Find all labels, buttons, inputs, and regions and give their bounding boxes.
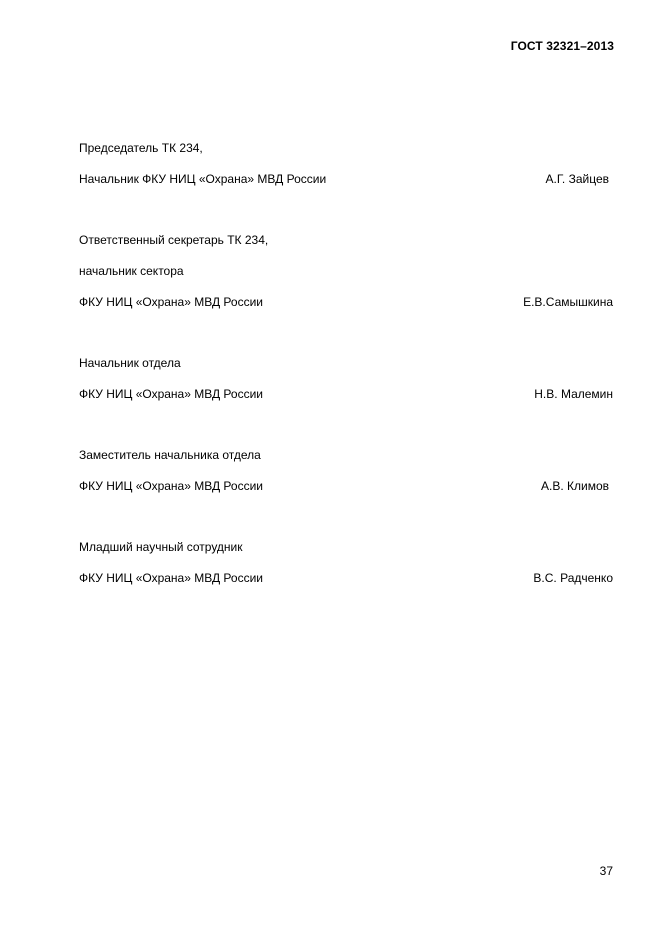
signatory-2-position-line-3: ФКУ НИЦ «Охрана» МВД России xyxy=(79,295,263,309)
signatory-3-row xyxy=(79,386,613,402)
signatory-4-name: А.В. Климов xyxy=(540,479,609,493)
signatory-3-position-line-1: Начальник отдела xyxy=(79,356,181,370)
signatory-2-row xyxy=(79,294,613,310)
signatory-1-name: А.Г. Зайцев xyxy=(545,172,609,186)
signatory-2-position-line-1: Ответственный секретарь ТК 234, xyxy=(79,233,269,247)
signatory-4-position-line-2: ФКУ НИЦ «Охрана» МВД России xyxy=(79,479,263,493)
signatory-5-position-line-2: ФКУ НИЦ «Охрана» МВД России xyxy=(79,571,263,585)
signatory-5-position-line-1: Младший научный сотрудник xyxy=(79,540,243,554)
signatory-5-row xyxy=(79,570,613,586)
document-standard-number: ГОСТ 32321–2013 xyxy=(510,39,614,53)
signatory-4-row xyxy=(79,478,613,494)
signatory-5-name: В.С. Радченко xyxy=(533,571,613,585)
signatory-3-name: Н.В. Малемин xyxy=(534,387,613,401)
signatory-2-name: Е.В.Самышкина xyxy=(523,295,613,309)
signatory-3-position-line-2: ФКУ НИЦ «Охрана» МВД России xyxy=(79,387,263,401)
signatory-1-position-line-2: Начальник ФКУ НИЦ «Охрана» МВД России xyxy=(79,172,327,186)
signatory-1-position-line-1: Председатель ТК 234, xyxy=(79,141,203,155)
signatory-4-position-line-1: Заместитель начальника отдела xyxy=(79,448,261,462)
signatory-1-row xyxy=(79,171,613,187)
page-number: 37 xyxy=(599,864,613,878)
signatory-2-position-line-2: начальник сектора xyxy=(79,264,184,278)
